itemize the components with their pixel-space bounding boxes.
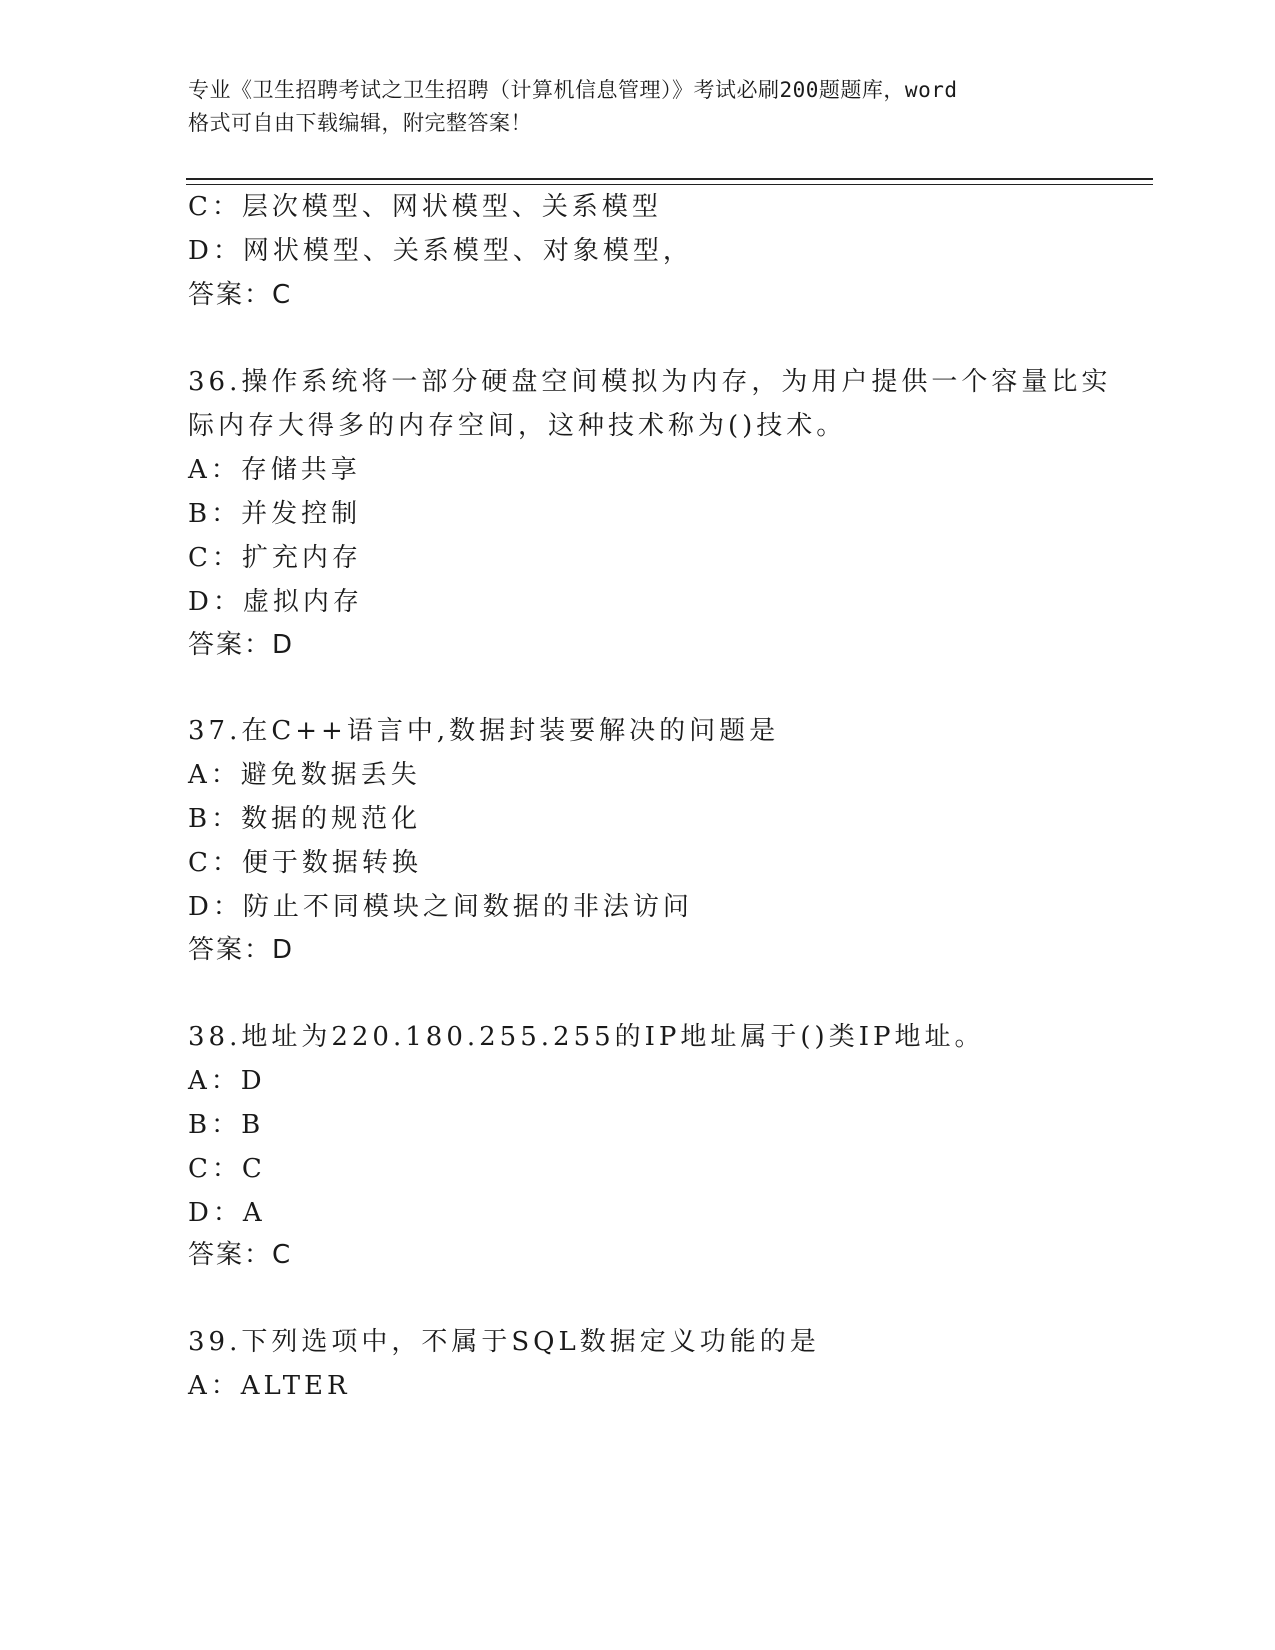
q38-option-d: D：A	[188, 1198, 266, 1228]
q37-option-a: A：避免数据丢失	[188, 760, 421, 790]
page-header	[188, 74, 1088, 140]
q38-option-c: C：C	[188, 1154, 266, 1184]
q38-stem: 38.地址为220.180.255.255的IP地址属于()类IP地址。	[188, 1022, 985, 1052]
q39-option-a: A：ALTER	[188, 1371, 351, 1401]
header-line-2: 格式可自由下载编辑，附完整答案！	[188, 111, 532, 135]
q36-option-d: D：虚拟内存	[188, 587, 363, 617]
q37-stem: 37.在C++语言中,数据封装要解决的问题是	[188, 716, 780, 746]
q35-answer: 答案：C	[188, 280, 293, 310]
q37-answer: 答案：D	[188, 935, 295, 965]
q36-option-b: B：并发控制	[188, 499, 362, 529]
q37-option-b: B：数据的规范化	[188, 804, 422, 834]
header-line-1: 专业《卫生招聘考试之卫生招聘（计算机信息管理）》考试必刷200题题库，word	[188, 78, 958, 102]
q38-answer: 答案：C	[188, 1240, 293, 1270]
q37-option-d: D：防止不同模块之间数据的非法访问	[188, 892, 693, 922]
q38-option-b: B：B	[188, 1110, 265, 1140]
q35-option-d: D：网状模型、关系模型、对象模型，	[188, 236, 693, 266]
header-divider-thin	[186, 184, 1153, 185]
q36-answer: 答案：D	[188, 630, 295, 660]
q36-stem-line-1: 36.操作系统将一部分硬盘空间模拟为内存，为用户提供一个容量比实	[188, 367, 1112, 397]
q39-stem: 39.下列选项中，不属于SQL数据定义功能的是	[188, 1327, 820, 1357]
q37-option-c: C：便于数据转换	[188, 848, 422, 878]
q36-stem-line-2: 际内存大得多的内存空间，这种技术称为()技术。	[188, 411, 847, 441]
q36-option-c: C：扩充内存	[188, 543, 362, 573]
header-divider-thick	[186, 178, 1153, 180]
q36-option-a: A：存储共享	[188, 455, 361, 485]
q35-option-c: C：层次模型、网状模型、关系模型	[188, 192, 662, 222]
q38-option-a: A：D	[188, 1066, 266, 1096]
